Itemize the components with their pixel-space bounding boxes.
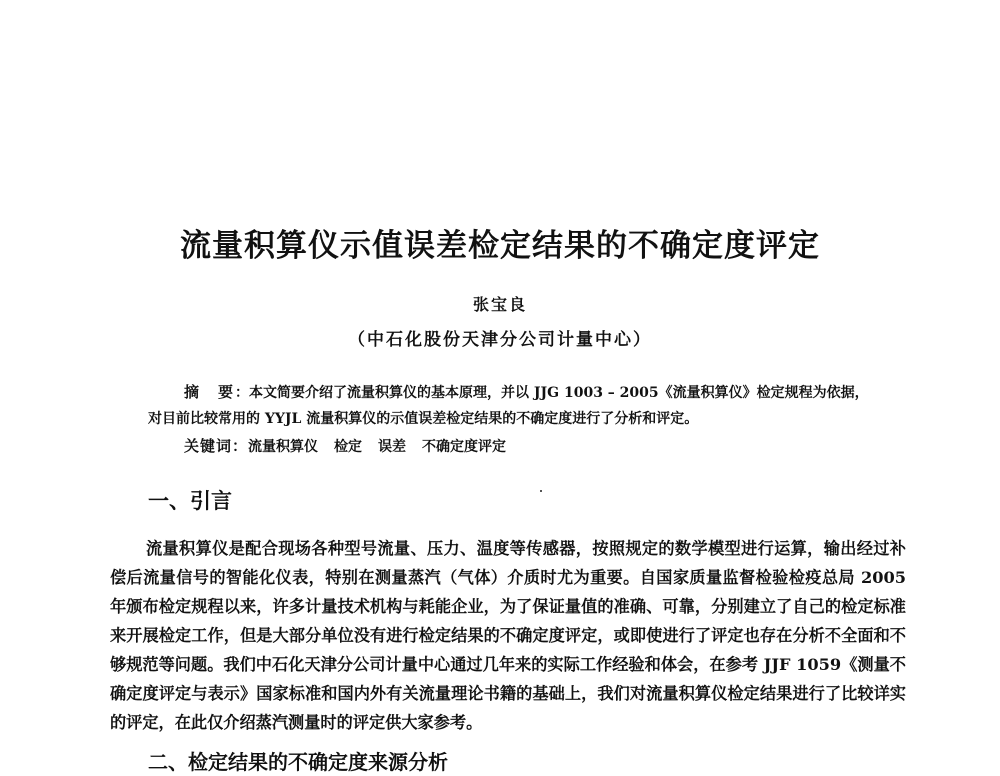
introduction-paragraph: 流量积算仪是配合现场各种型号流量、压力、温度等传感器，按照规定的数学模型进行运算，输出经过补偿后流量信号的智能化仪表，特别在测量蒸汽（气体）介质时尤为重要。自国家质量监督检验检疫总局 2005 年颁布检定规程以来，许多计量技术机构与耗能企业，为了保证量值的准确、可靠，分别建立了自己的检定标准来开展检定工作，但是大部分单位没有进行检定结果的不确定度评定，或即使进行了评定也存在分析不全面和不够规范等问题。我们中石化天津分公司计量中心通过几年来的实际工作经验和体会，在参考 JJF 1059《测量不确定度评定与表示》国家标准和国内外有关流量理论书籍的基础上，我们对流量积算仪检定结果进行了比较详实的评定，在此仅介绍蒸汽测量时的评定供大家参考。 bbox=[110, 539, 906, 732]
paper-title: 流量积算仪示值误差检定结果的不确定度评定 bbox=[180, 228, 820, 264]
author-name: 张宝良 bbox=[472, 295, 527, 314]
section-heading-2-text: 二、检定结果的不确定度来源分析 bbox=[148, 750, 448, 774]
abstract-label: 摘 要 bbox=[184, 383, 236, 401]
keyword: 误差 bbox=[378, 439, 407, 455]
keyword: 流量积算仪 bbox=[248, 439, 319, 455]
author-affiliation: （中石化股份天津分公司计量中心） bbox=[348, 330, 652, 350]
keywords-label: 关键词： bbox=[184, 437, 249, 455]
abstract-line-1 bbox=[148, 379, 878, 406]
scan-speck bbox=[540, 490, 542, 492]
section-heading-introduction: 一、引言 bbox=[148, 489, 232, 513]
abstract-text-1: ：本文简要介绍了流量积算仪的基本原理，并以 JJG 1003 – 2005《流量积算仪》检定规程为依据， bbox=[235, 385, 869, 401]
keywords bbox=[184, 434, 884, 459]
abstract-text-2: 对目前比较常用的 YYJL 流量积算仪的示值误差检定结果的不确定度进行了分析和评定。 bbox=[148, 411, 699, 427]
introduction-body bbox=[110, 534, 906, 737]
section-heading-2 bbox=[148, 748, 448, 774]
keyword: 不确定度评定 bbox=[422, 439, 507, 455]
keyword: 检定 bbox=[334, 439, 363, 455]
abstract bbox=[148, 379, 878, 432]
